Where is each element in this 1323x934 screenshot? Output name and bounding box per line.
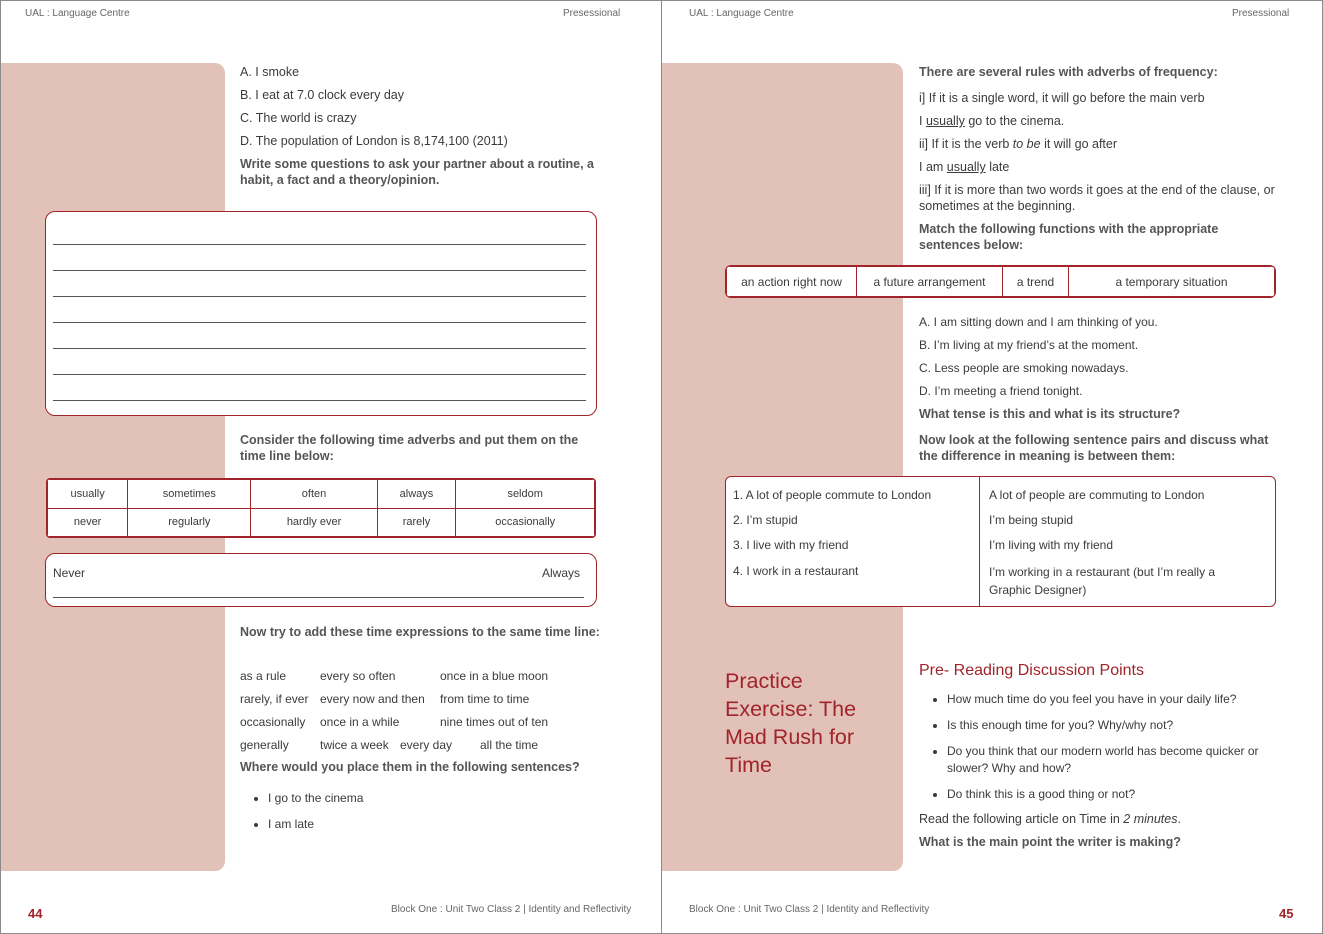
expression: every day	[400, 738, 453, 752]
page-number: 45	[1279, 906, 1294, 921]
left-page	[1, 1, 661, 933]
writing-line	[53, 270, 586, 271]
sentence-a: A. I am sitting down and I am thinking of you.	[919, 315, 1158, 329]
expression: occasionally	[240, 715, 306, 729]
place-list	[252, 785, 363, 837]
writing-line	[53, 322, 586, 323]
page-number: 44	[28, 906, 43, 921]
adverb-cell: never	[48, 508, 128, 537]
function-cell: a trend	[1003, 267, 1069, 297]
sentence-d: D. I’m meeting a friend tonight.	[919, 384, 1083, 398]
writing-line	[53, 296, 586, 297]
writing-line	[53, 374, 586, 375]
expression: from time to time	[440, 692, 530, 706]
list-item: • Is this enough time for you? Why/why not?	[947, 717, 1276, 734]
main-point-question: What is the main point the writer is making?	[919, 835, 1181, 849]
tense-question: What tense is this and what is its structure?	[919, 407, 1181, 421]
writing-line	[53, 348, 586, 349]
expression: rarely, if ever	[240, 692, 309, 706]
sentence-c: C. Less people are smoking nowadays.	[919, 361, 1129, 375]
adverb-cell: regularly	[128, 508, 251, 537]
writing-line	[53, 400, 586, 401]
sentence-b: B. I’m living at my friend’s at the moment.	[919, 338, 1139, 352]
prereading-title: Pre- Reading Discussion Points	[919, 662, 1144, 679]
function-cell: an action right now	[727, 267, 857, 297]
header-right: Presessional	[563, 8, 621, 19]
function-cell: a future arrangement	[857, 267, 1003, 297]
adverb-cell: hardly ever	[251, 508, 377, 537]
rule-3: iii] If it is more than two words it goes at the end of the clause, or sometimes at the beginning.	[919, 183, 1275, 213]
write-instruction: Write some questions to ask your partner about a routine, a habit, a fact and a theory/opinion.	[240, 157, 595, 187]
example-c: C. The world is crazy	[240, 111, 357, 125]
pair-left: 1. A lot of people commute to London	[733, 488, 932, 502]
adverb-cell: seldom	[456, 480, 595, 509]
rule-1: i] If it is a single word, it will go before the main verb	[919, 91, 1205, 105]
expression: nine times out of ten	[440, 715, 549, 729]
pair-left: 2. I’m stupid	[733, 513, 798, 527]
expression: every so often	[320, 669, 396, 683]
rule-2: ii] If it is the verb to be it will go after	[919, 137, 1118, 151]
pairs-table	[725, 476, 1276, 607]
expression: once in a while	[320, 715, 400, 729]
adverb-cell: rarely	[377, 508, 456, 537]
expression: as a rule	[240, 669, 287, 683]
pair-right: A lot of people are commuting to London	[989, 488, 1205, 502]
functions-table	[725, 265, 1276, 298]
rule-1-example: I usually go to the cinema.	[919, 114, 1065, 128]
adverb-cell: always	[377, 480, 456, 509]
timeline-never-label: Never	[53, 566, 86, 580]
footer: Block One : Unit Two Class 2 | Identity and Reflectivity	[689, 904, 930, 915]
pair-right: I’m being stupid	[989, 513, 1074, 527]
example-a: A. I smoke	[240, 65, 300, 79]
pair-right: I’m living with my friend	[989, 538, 1114, 552]
expression: twice a week	[320, 738, 389, 752]
rules-title: There are several rules with adverbs of frequency:	[919, 65, 1218, 79]
expression: generally	[240, 738, 289, 752]
rule-2-example: I am usually late	[919, 160, 1010, 174]
function-cell: a temporary situation	[1069, 267, 1275, 297]
read-instruction: Read the following article on Time in 2 minutes.	[919, 812, 1181, 826]
decorative-band	[1, 63, 225, 871]
pair-right: I’m working in a restaurant (but I’m really a Graphic Designer)	[989, 565, 1216, 597]
pairs-divider	[979, 477, 980, 606]
adverb-cell: usually	[48, 480, 128, 509]
list-item: • Do you think that our modern world has become quicker or slower? Why and how?	[947, 743, 1276, 777]
header-left: UAL : Language Centre	[689, 8, 794, 19]
adverbs-instruction: Consider the following time adverbs and put them on the time line below:	[240, 433, 579, 463]
prereading-list	[931, 691, 1276, 803]
adverb-cell: sometimes	[128, 480, 251, 509]
adverb-cell: often	[251, 480, 377, 509]
expression: every now and then	[320, 692, 425, 706]
footer: Block One : Unit Two Class 2 | Identity and Reflectivity	[391, 904, 632, 915]
example-d: D. The population of London is 8,174,100 (2011)	[240, 134, 508, 148]
header-right: Presessional	[1232, 8, 1290, 19]
timeline-box[interactable]	[45, 553, 597, 607]
right-page	[662, 1, 1322, 933]
expression: all the time	[480, 738, 539, 752]
timeline-line	[53, 597, 584, 598]
adverbs-table	[46, 478, 596, 538]
expressions-instruction: Now try to add these time expressions to the same time line:	[240, 625, 600, 639]
writing-line	[53, 244, 586, 245]
pair-left: 4. I work in a restaurant	[733, 564, 859, 578]
match-instruction: Match the following functions with the appropriate sentences below:	[919, 222, 1219, 252]
list-item: • Do think this is a good thing or not?	[947, 786, 1276, 803]
pair-left: 3. I live with my friend	[733, 538, 849, 552]
list-item: • I go to the cinema	[268, 785, 363, 811]
list-item: • How much time do you feel you have in your daily life?	[947, 691, 1276, 708]
timeline-always-label: Always	[541, 566, 580, 580]
place-question: Where would you place them in the following sentences?	[240, 760, 580, 774]
expression: once in a blue moon	[440, 669, 549, 683]
header-left: UAL : Language Centre	[25, 8, 130, 19]
writing-box[interactable]	[45, 211, 597, 416]
adverb-cell: occasionally	[456, 508, 595, 537]
list-item: • I am late	[268, 811, 363, 837]
example-b: B. I eat at 7.0 clock every day	[240, 88, 404, 102]
practice-title: Practice Exercise: The Mad Rush for Time	[725, 669, 857, 777]
pairs-instruction: Now look at the following sentence pairs and discuss what the difference in meaning is between them:	[919, 433, 1269, 463]
